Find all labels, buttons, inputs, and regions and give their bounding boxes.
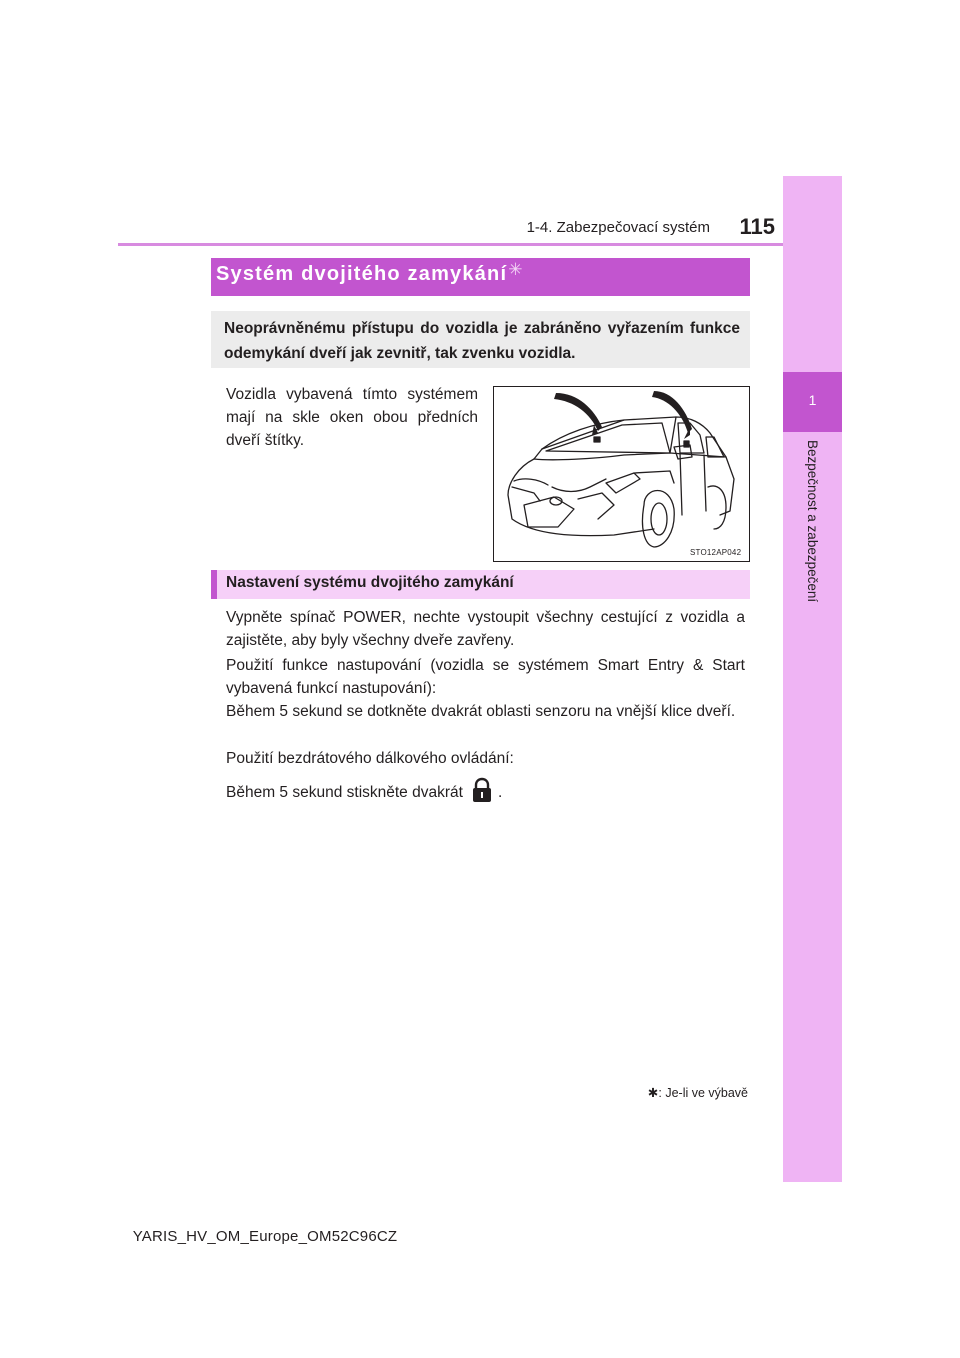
paragraph-press-twice [226,777,745,804]
car-with-window-labels-illustration [494,387,749,561]
optional-equipment-star: ✳ [508,260,524,279]
chapter-number: 1 [783,372,842,432]
press-twice-period: . [497,784,503,801]
press-twice-text: Během 5 sekund stiskněte dvakrát [226,784,463,801]
chapter-title: Bezpečnost a zabezpečení [805,440,820,603]
summary-text: Neoprávněnému přístupu do vozidla je zabráněno vyřazením funkce odemykání dveří jak zevnitř, tak zvenku vozidla. [224,320,740,362]
paragraph-wireless-remote: Použití bezdrátového dálkového ovládání: [226,750,514,767]
figure-code: STO12AP042 [690,548,742,557]
header-divider [118,243,784,246]
page-number: 115 [739,214,775,239]
section-heading: Nastavení systému dvojitého zamykání [226,574,514,591]
page-title [216,260,524,286]
intro-paragraph: Vozidla vybavená tímto systémem mají na skle oken obou předních dveří štítky. [226,386,478,449]
side-tab-strip [783,176,842,1182]
section-heading-accent [211,570,217,599]
header-section-title: 1-4. Zabezpečovací systém [526,219,710,236]
lock-icon [471,777,493,803]
paragraph-power-off: Vypněte spínač POWER, nechte vystoupit všechny cestující z vozidla a zajistěte, aby byly všechny dveře zavřeny. [226,609,745,649]
footnote-optional-equipment: ✱: Je-li ve výbavě [647,1086,748,1100]
page-title-text: Systém dvojitého zamykání [216,263,508,285]
document-footer-code: YARIS_HV_OM_Europe_OM52C96CZ [132,1228,398,1245]
paragraph-entry-function: Použití funkce nastupování (vozidla se systémem Smart Entry & Start vybavená funkcí nastupování): Během 5 sekund se dotkněte dvakrát oblasti senzoru na vnější klice dveří. [226,657,745,720]
